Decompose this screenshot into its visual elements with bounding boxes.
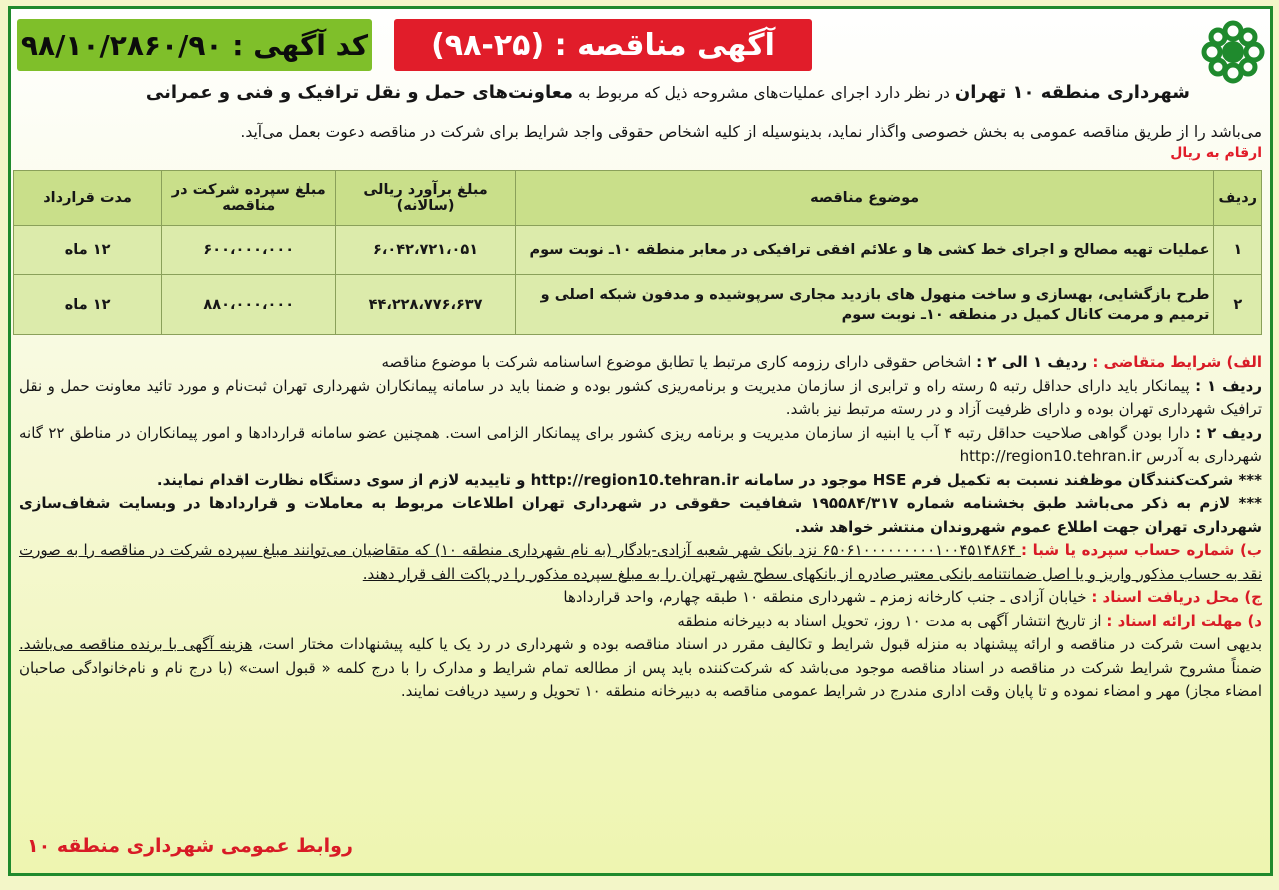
row2-condition (19, 422, 1262, 469)
row-deposit: ۸۸۰،۰۰۰،۰۰۰ (162, 275, 336, 335)
row-subject: عملیات تهیه مصالح و اجرای خط کشی ها و علائم افقی ترافیکی در معابر منطقه ۱۰ـ نوبت سوم (515, 226, 1214, 275)
section-jim-text: خیابان آزادی ـ جنب کارخانه زمزم ـ شهرداری منطقه ۱۰ طبقه چهارم، واحد قراردادها (563, 588, 1092, 606)
row-duration: ۱۲ ماه (14, 275, 162, 335)
section-alef-text: اشخاص حقوقی دارای رزومه کاری مرتبط یا تطابق موضوع اساسنامه شرکت با موضوع مناقصه (381, 353, 977, 371)
table-row (14, 275, 1262, 335)
hse-note: *** شرکت‌کنندگان موظفند نسبت به تکمیل فرم HSE موجود در سامانه http://region10.tehran.ir و تاییدیه لازم از سوی دستگاه نظارت اقدام نمایند. (156, 470, 1262, 489)
deputy-names: معاونت‌های حمل و نقل ترافیک و فنی و عمرانی (145, 82, 574, 103)
section-be (19, 539, 1262, 586)
section-dal (19, 610, 1262, 634)
row-estimate: ۴۴،۲۲۸،۷۷۶،۶۳۷ (336, 275, 515, 335)
section-dal-text: از تاریخ انتشار آگهی به مدت ۱۰ روز، تحویل اسناد به دبیرخانه منطقه (677, 611, 1107, 630)
conditions (19, 351, 1262, 704)
section-alef (19, 351, 1262, 375)
intro-mid: در نظر دارد اجرای عملیات‌های مشروحه ذیل که مربوط به (573, 84, 955, 102)
row-number: ۱ (1214, 226, 1262, 275)
row1-label: ردیف ۱ : (1195, 376, 1262, 395)
intro-line-1 (19, 81, 1190, 105)
col-header: موضوع مناقصه (515, 171, 1214, 226)
tender-table (13, 170, 1262, 335)
section-be-text: ۶۵۰۶۱۰۰۰۰۰۰۰۰۰۱۰۰۴۵۱۴۸۶۴ نزد بانک شهر شعبه آزادی-یادگار (به نام شهرداری منطقه ۱۰) که متقاضیان می‌توانند مبلغ سپرده شرکت در مناقصه را به صورت نقد به حساب مذکور واریز و یا اصل ضمانتنامه بانکی معتبر صادره از بانکهای سطح شهر تهران را به مبلغ سپرده مذکور را در پاکت الف قرار دهند. (19, 541, 1262, 583)
row1-condition (19, 375, 1262, 422)
notice-code: کد آگهی : ۹۸/۱۰/۲۸۶۰/۹۰ (17, 19, 372, 71)
final-terms-underlined: هزینه آگهی با برنده مناقصه می‌باشد. (19, 635, 253, 653)
section-alef-label: الف) شرایط متقاضی : (1092, 353, 1262, 371)
row1-text: پیمانکار باید دارای حداقل رتبه ۵ رسته راه و ترابری از سازمان مدیریت و برنامه‌ریزی کشور بوده و ضمنا باید در سامانه پیمانکاران شهرداری تهران ثبت‌نام و مورد تائید معاونت حمل و نقل ترافیک شهرداری تهران بوده و دارای ظرفیت آزاد و در رسته مرتبط نیز باشد. (19, 376, 1262, 418)
row-deposit: ۶۰۰،۰۰۰،۰۰۰ (162, 226, 336, 275)
section-alef-rows: ردیف ۱ الی ۲ : (976, 353, 1093, 371)
col-header: مبلغ برآورد ریالی (سالانه) (336, 171, 515, 226)
row-estimate: ۶،۰۴۲،۷۲۱،۰۵۱ (336, 226, 515, 275)
table-header-row (14, 171, 1262, 226)
transparency-note: *** لازم به ذکر می‌باشد طبق بخشنامه شماره ۱۹۵۵۸۴/۳۱۷ شفافیت حقوقی در شهرداری تهران اطلاعات مربوط به معاملات و قراردادها در وبسایت شفاف‌سازی شهرداری تهران جهت اطلاع عموم شهروندان منتشر خواهد شد. (19, 494, 1263, 536)
org-name: شهرداری منطقه ۱۰ تهران (954, 82, 1190, 103)
col-header: مدت قرارداد (14, 171, 162, 226)
notice-title: آگهی مناقصه : (۲۵-۹۸) (394, 19, 812, 71)
row2-label: ردیف ۲ : (1195, 423, 1262, 442)
final-terms-b: ضمناً مشروح شرایط شرکت در مناقصه در اسناد مناقصه موجود می‌باشد که شرکت‌کننده باید پس از مطالعه تمام شرایط و مدارک را با درج کلمه « قبول است» (با درج نام و نام‌خانوادگی صاحبان امضاء مجاز) مهر و امضاء نموده و تا پایان وقت اداری مندرج در شرایط عمومی مناقصه به دبیرخانه منطقه ۱۰ تحویل و رسید دریافت نمایند. (19, 658, 1262, 700)
header (19, 15, 1262, 77)
unit-note: ارقام به ریال (1170, 145, 1262, 161)
section-dal-label: د) مهلت ارائه اسناد : (1106, 611, 1262, 630)
intro-line-2: می‌باشد را از طریق مناقصه عمومی به بخش خصوصی واگذار نماید، بدینوسیله از کلیه اشخاص حقوقی واجد شرایط برای شرکت در مناقصه دعوت بعمل می‌آید. (240, 123, 1262, 141)
tender-notice (8, 6, 1273, 876)
col-header: مبلغ سپرده شرکت در مناقصه (162, 171, 336, 226)
row-number: ۲ (1214, 275, 1262, 335)
section-jim-label: ج) محل دریافت اسناد : (1091, 588, 1262, 606)
row-subject: طرح بازگشایی، بهسازی و ساخت منهول های بازدید مجاری سرپوشیده و مدفون شبکه اصلی و ترمیم و مرمت کانال کمیل در منطقه ۱۰ـ نوبت سوم (515, 275, 1214, 335)
section-jim (19, 586, 1262, 610)
section-be-label: ب) شماره حساب سپرده یا شبا : (1020, 541, 1262, 559)
public-relations-signature: روابط عمومی شهرداری منطقه ۱۰ (27, 835, 353, 857)
table-row (14, 226, 1262, 275)
col-header: ردیف (1214, 171, 1262, 226)
tehran-municipality-logo-icon (1200, 19, 1266, 85)
final-terms (19, 633, 1262, 704)
row2-text: دارا بودن گواهی صلاحیت حداقل رتبه ۴ آب یا ابنیه از سازمان مدیریت و برنامه ریزی کشور برای پیمانکار الزامی است. همچنین عضو سامانه قراردادها و امور پیمانکاران در مناطق ۲۲ گانه شهرداری به آدرس http://region10.tehran.ir (19, 423, 1262, 465)
final-terms-a: بدیهی است شرکت در مناقصه و ارائه پیشنهاد به منزله قبول شرایط و تکالیف مقرر در اسناد مناقصه بوده و شهرداری در رد یک یا کلیه پیشنهادات مختار است، (252, 635, 1262, 653)
row-duration: ۱۲ ماه (14, 226, 162, 275)
